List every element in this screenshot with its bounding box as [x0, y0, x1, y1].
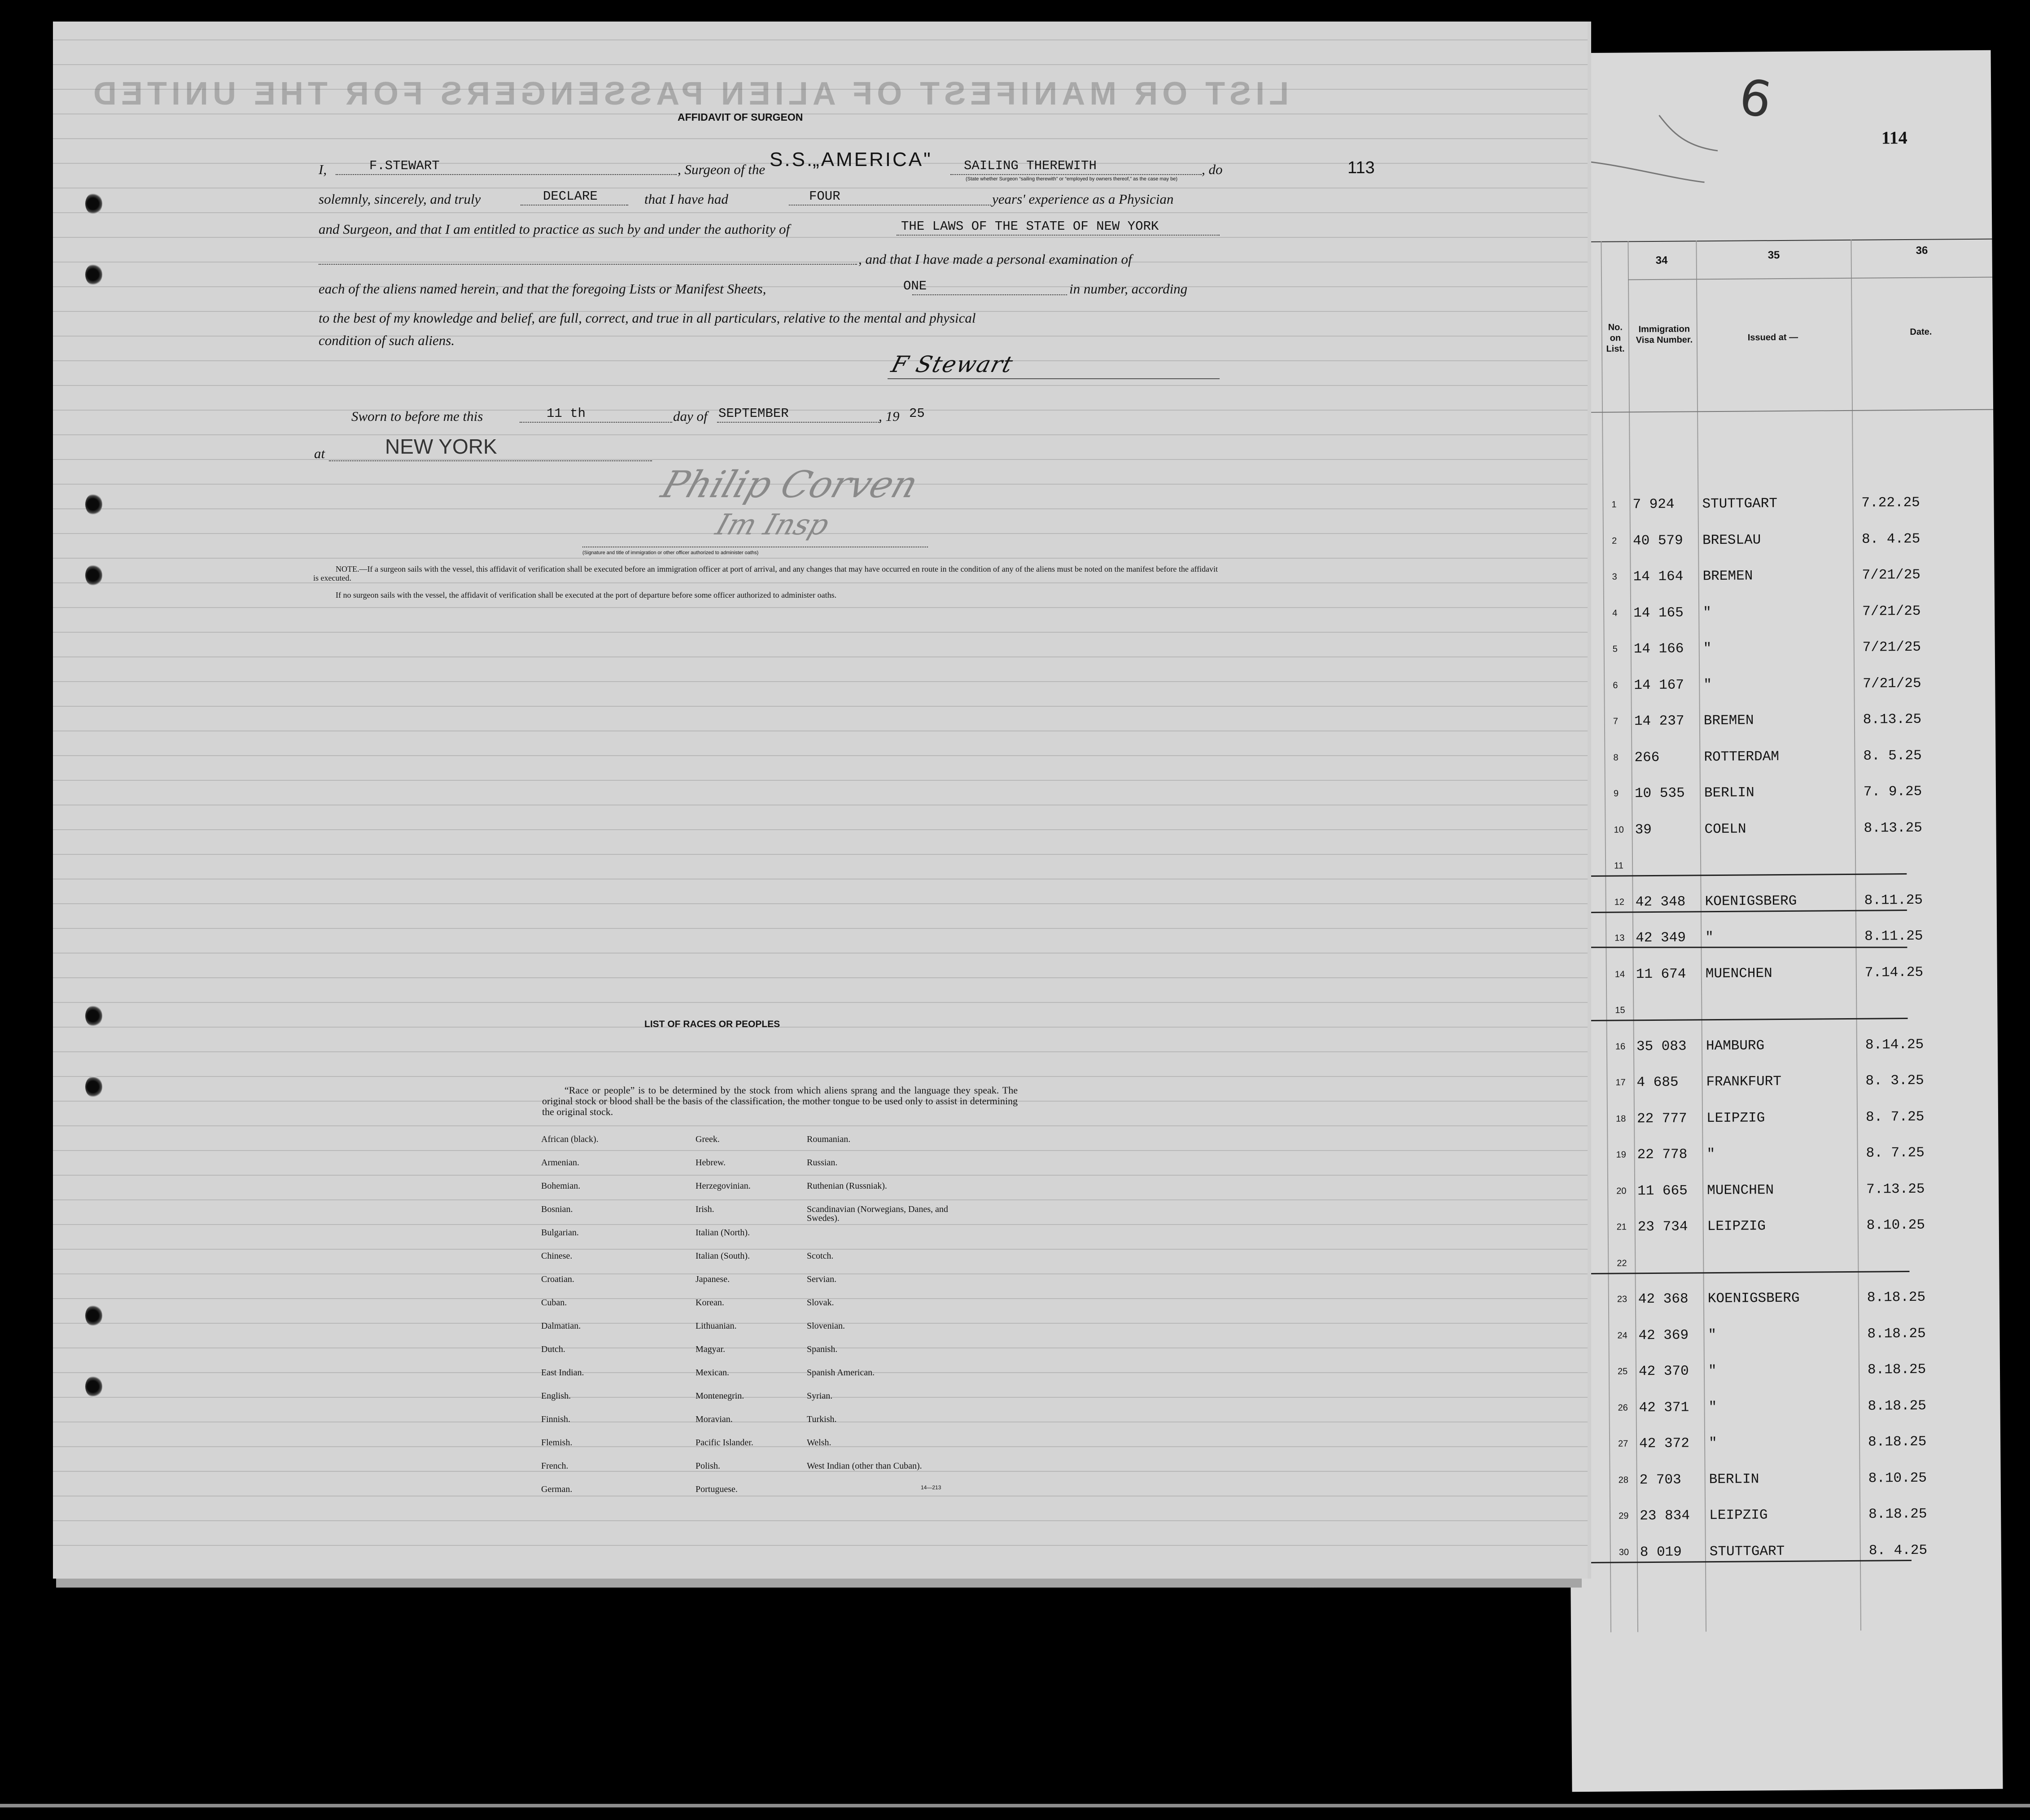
list-number: 7 [1613, 716, 1619, 726]
affidavit-note [313, 564, 1220, 582]
race-item: Russian. [807, 1158, 838, 1168]
blank-line [897, 235, 1220, 236]
text: I, [319, 162, 327, 177]
issued-at: FRANKFURT [1706, 1074, 1782, 1090]
list-number: 2 [1611, 536, 1617, 546]
list-number: 15 [1615, 1005, 1625, 1015]
header-rule [1628, 277, 1992, 280]
races-column-1 [541, 1135, 689, 1508]
visa-number: 23 734 [1637, 1219, 1688, 1235]
race-item: West Indian (other than Cuban). [807, 1461, 922, 1471]
visa-date: 7/21/25 [1863, 675, 1921, 692]
ruled-line [53, 607, 1588, 608]
ruled-line [53, 928, 1588, 929]
visa-number: 14 164 [1633, 569, 1684, 585]
visa-date: 7/21/25 [1862, 567, 1921, 583]
blank-line [950, 174, 1202, 175]
list-number: 3 [1612, 572, 1617, 582]
issued-at: " [1705, 930, 1714, 946]
manifest-page [1560, 50, 2003, 1792]
race-item: Italian (North). [696, 1228, 750, 1238]
visa-number: 40 579 [1632, 533, 1683, 549]
visa-number: 35 083 [1636, 1038, 1687, 1054]
text: solemnly, sincerely, and truly [319, 191, 481, 207]
race-item: Moravian. [696, 1414, 733, 1424]
ruled-line [53, 977, 1588, 978]
text: day of [673, 408, 708, 424]
sheets-value: ONE [903, 279, 927, 293]
ruled-line [53, 903, 1588, 904]
official-caption: (Signature and title of immigration or other officer authorized to administer oaths) [582, 550, 759, 556]
visa-date: 8. 3.25 [1865, 1072, 1924, 1089]
visa-date: 8. 7.25 [1866, 1145, 1925, 1161]
visa-date: 8. 5.25 [1863, 748, 1922, 764]
visa-date: 8.14.25 [1865, 1037, 1924, 1053]
races-intro [542, 1085, 1018, 1117]
place: NEW YORK [385, 435, 497, 458]
issued-at: BREMEN [1702, 568, 1753, 585]
sworn-month: SEPTEMBER [718, 406, 789, 421]
note-lead: NOTE. [336, 564, 359, 573]
race-item: Slovak. [807, 1298, 834, 1308]
surgeon-signature: F Stewart [888, 351, 1016, 377]
ruled-line [53, 656, 1588, 657]
list-number: 27 [1618, 1439, 1628, 1449]
blank-line [520, 422, 672, 423]
declare-word: DECLARE [543, 189, 598, 204]
issued-at: " [1703, 677, 1712, 693]
ruled-line [53, 237, 1588, 238]
note-text: If no surgeon sails with the vessel, the affidavit of verification shall be executed at the port of departure before some officer authorized to administer oaths. [336, 591, 837, 599]
race-item: East Indian. [541, 1368, 584, 1378]
blank-line [789, 205, 991, 206]
list-number: 29 [1619, 1511, 1629, 1521]
note-text: —If a surgeon sails with the vessel, this affidavit of verification shall be executed before an immigration officer at port of arrival, and any changes that may have occurred en route in the condition of any of the aliens must be noted on the manifest before the affidavit is executed. [313, 564, 1218, 582]
blank-line [329, 460, 652, 461]
race-item: Bulgarian. [541, 1228, 579, 1238]
ruled-line [53, 582, 1588, 583]
ruled-line [53, 755, 1588, 756]
ruled-line [53, 1125, 1588, 1126]
column-number: 36 [1916, 244, 1928, 257]
header-visa-number: Immigration Visa Number. [1636, 324, 1693, 346]
visa-date: 7.22.25 [1861, 494, 1920, 511]
visa-date: 8.13.25 [1864, 820, 1922, 836]
races-form-number: 14—213 [921, 1484, 941, 1491]
years-value: FOUR [809, 189, 840, 204]
visa-date: 8.11.25 [1864, 928, 1923, 945]
visa-date: 8.10.25 [1868, 1470, 1927, 1487]
race-item: Irish. [696, 1204, 714, 1214]
race-item: African (black). [541, 1134, 599, 1144]
issued-at: LEIPZIG [1706, 1110, 1765, 1126]
race-item: Croatian. [541, 1274, 574, 1284]
visa-date: 7.14.25 [1864, 964, 1924, 981]
header-issued-at: Issued at — [1747, 332, 1798, 343]
authority: THE LAWS OF THE STATE OF NEW YORK [901, 219, 1159, 234]
visa-date: 8.18.25 [1868, 1506, 1927, 1522]
text: Sworn to before me this [351, 408, 483, 424]
issued-at: " [1709, 1435, 1717, 1452]
races-title: LIST OF RACES OR PEOPLES [644, 1019, 780, 1029]
ruled-line [53, 953, 1588, 954]
page-number: 113 [1348, 158, 1375, 177]
ruled-line [53, 1051, 1588, 1052]
visa-number: 11 674 [1636, 966, 1686, 982]
visa-number: 4 685 [1636, 1074, 1679, 1091]
race-item: Japanese. [696, 1274, 730, 1284]
ruled-line [53, 459, 1588, 460]
visa-number: 42 348 [1635, 893, 1686, 910]
ruled-line [53, 138, 1588, 139]
list-number: 22 [1617, 1258, 1627, 1269]
list-number: 1 [1611, 499, 1617, 510]
official-signature: Philip Corven [656, 464, 923, 506]
issued-at: " [1703, 604, 1711, 621]
race-item: Chinese. [541, 1251, 573, 1261]
signature-line [888, 378, 1220, 379]
race-item: Ruthenian (Russniak). [807, 1181, 887, 1191]
page-number: 114 [1881, 127, 1908, 148]
text: years' experience as a Physician [992, 191, 1174, 207]
visa-number: 266 [1634, 749, 1660, 766]
header-no-on-list: No. on List. [1606, 322, 1625, 354]
ruled-line [53, 706, 1588, 707]
ruled-line [53, 558, 1588, 559]
list-number: 19 [1616, 1150, 1626, 1160]
visa-date: 7/21/25 [1862, 603, 1921, 620]
column-number: 35 [1768, 249, 1780, 262]
list-number: 4 [1612, 608, 1618, 618]
ruled-line [53, 360, 1588, 361]
pencil-mark: 6 [1735, 67, 1776, 130]
text: condition of such aliens. [319, 332, 455, 348]
race-item: Bosnian. [541, 1204, 573, 1214]
race-item: Armenian. [541, 1158, 579, 1168]
races-intro-text: “Race or people” is to be determined by the stock from which aliens sprang and the language they speak. The original stock or blood shall be the basis of the classification, the mother tongue to be used only to assist in determining the original stock. [542, 1085, 1018, 1117]
ruled-line [53, 39, 1588, 40]
visa-date: 7/21/25 [1862, 639, 1921, 656]
race-item: Spanish American. [807, 1368, 875, 1378]
visa-date: 8.10.25 [1866, 1217, 1925, 1234]
visa-date: 8. 4.25 [1861, 531, 1921, 547]
list-number: 28 [1618, 1474, 1629, 1485]
issued-at: KOENIGSBERG [1707, 1290, 1800, 1307]
list-number: 13 [1614, 933, 1625, 943]
issued-at: LEIPZIG [1709, 1507, 1768, 1524]
visa-date: 8. 4.25 [1868, 1542, 1928, 1559]
issued-at: STUTTGART [1702, 496, 1778, 512]
text: and Surgeon, and that I am entitled to practice as such by and under the authority of [319, 221, 790, 237]
page-shadow [56, 1579, 1582, 1588]
text: , Surgeon of the [678, 162, 766, 177]
punch-hole [85, 494, 102, 515]
sailing-status: SAILING THEREWITH [964, 158, 1097, 173]
ruled-line [53, 1027, 1588, 1028]
affidavit-title: AFFIDAVIT OF SURGEON [678, 111, 803, 123]
visa-number: 11 665 [1637, 1182, 1688, 1199]
issued-at: COELN [1704, 821, 1746, 837]
text: , and that I have made a personal examination of [858, 251, 1132, 267]
col-divider [1601, 241, 1611, 1632]
visa-number: 42 371 [1639, 1399, 1689, 1416]
race-item: Hebrew. [696, 1158, 726, 1168]
issued-at: " [1706, 1146, 1715, 1163]
visa-date: 8.18.25 [1868, 1398, 1926, 1414]
issued-at: ROTTERDAM [1704, 748, 1780, 765]
race-item: Welsh. [807, 1438, 831, 1448]
bottom-edge [0, 1804, 2030, 1807]
visa-date: 8.18.25 [1867, 1326, 1926, 1342]
visa-date: 8.18.25 [1867, 1361, 1926, 1378]
visa-number: 14 167 [1634, 677, 1684, 693]
visa-date: 8.13.25 [1863, 711, 1922, 728]
race-item: Lithuanian. [696, 1321, 737, 1331]
pencil-scribble-icon [1569, 106, 1740, 188]
list-number: 8 [1613, 752, 1619, 763]
race-item: Servian. [807, 1274, 837, 1284]
affidavit-page [53, 22, 1591, 1579]
visa-number: 10 535 [1634, 785, 1685, 802]
issued-at: " [1708, 1327, 1717, 1343]
visa-number: 8 019 [1640, 1544, 1682, 1560]
list-number: 14 [1614, 969, 1625, 980]
visa-date: 7.13.25 [1866, 1181, 1925, 1198]
visa-number: 7 924 [1632, 496, 1675, 513]
visa-number: 22 778 [1637, 1146, 1688, 1163]
ruled-line [53, 829, 1588, 830]
ruled-line [53, 681, 1588, 682]
issued-at: KOENIGSBERG [1705, 893, 1797, 910]
sailing-note: (State whether Surgeon “sailing therewith” or “employed by owners thereof,” as the case may be) [965, 176, 1177, 182]
list-number: 21 [1616, 1222, 1627, 1232]
ruled-line [53, 410, 1588, 411]
races-column-3 [807, 1135, 955, 1485]
race-item: Dutch. [541, 1344, 565, 1354]
surgeon-name: F.STEWART [369, 158, 440, 173]
race-item: Mexican. [696, 1368, 729, 1378]
race-item: Syrian. [807, 1391, 833, 1401]
list-number: 30 [1619, 1547, 1629, 1558]
list-number: 26 [1618, 1402, 1628, 1413]
race-item: Portuguese. [696, 1484, 738, 1494]
blank-line [912, 294, 1067, 295]
race-item: German. [541, 1484, 573, 1494]
blank-line [717, 422, 881, 423]
visa-number: 23 834 [1640, 1508, 1690, 1524]
text: in number, according [1069, 281, 1188, 297]
issued-at: STUTTGART [1709, 1543, 1785, 1560]
punch-hole [85, 1005, 102, 1027]
issued-at: BREMEN [1703, 713, 1754, 729]
list-number: 25 [1617, 1366, 1628, 1377]
table-top-rule [1561, 239, 1992, 243]
visa-number: 2 703 [1639, 1472, 1681, 1488]
race-item: Turkish. [807, 1414, 837, 1424]
ruled-line [53, 1520, 1588, 1521]
list-number: 6 [1613, 680, 1618, 691]
visa-number: 39 [1635, 822, 1652, 838]
issued-at: MUENCHEN [1707, 1182, 1774, 1199]
ruled-line [53, 780, 1588, 781]
header-bottom-rule [1562, 409, 1993, 413]
issued-at: MUENCHEN [1705, 965, 1772, 982]
issued-at: " [1708, 1399, 1717, 1415]
strike-through-line [1566, 947, 1907, 948]
race-item: English. [541, 1391, 571, 1401]
text: , do [1202, 162, 1223, 177]
ruled-line [53, 286, 1588, 287]
ruled-line [53, 1545, 1588, 1546]
punch-hole [85, 564, 102, 586]
race-item: Magyar. [696, 1344, 726, 1354]
race-item: Roumanian. [807, 1134, 851, 1144]
list-number: 17 [1615, 1077, 1626, 1088]
issued-at: LEIPZIG [1707, 1218, 1766, 1235]
ship-prefix: S.S. [770, 149, 814, 171]
header-date: Date. [1910, 327, 1932, 337]
punch-hole [85, 264, 102, 285]
visa-number: 42 349 [1636, 930, 1686, 946]
race-item: Dalmatian. [541, 1321, 581, 1331]
race-item: Flemish. [541, 1438, 573, 1448]
race-item: Italian (South). [696, 1251, 750, 1261]
visa-number: 14 165 [1633, 605, 1684, 621]
race-item: Finnish. [541, 1414, 571, 1424]
race-item: French. [541, 1461, 569, 1471]
col-divider [1851, 240, 1861, 1631]
visa-number: 42 368 [1638, 1291, 1689, 1308]
list-number: 5 [1612, 644, 1618, 654]
ruled-line [53, 1076, 1588, 1077]
race-item: Polish. [696, 1461, 721, 1471]
issued-at: BERLIN [1704, 785, 1754, 801]
visa-number: 14 166 [1633, 641, 1684, 657]
visa-date: 8.18.25 [1867, 1289, 1926, 1306]
ruled-line [53, 336, 1588, 337]
visa-number: 42 372 [1639, 1435, 1689, 1452]
visa-number: 22 777 [1636, 1110, 1687, 1127]
blank-line [336, 174, 677, 175]
punch-hole [85, 1076, 102, 1098]
race-item: Spanish. [807, 1344, 838, 1354]
list-number: 10 [1614, 824, 1624, 835]
ruled-line [53, 632, 1588, 633]
visa-number: 42 370 [1638, 1363, 1689, 1380]
race-item: Pacific Islander. [696, 1438, 753, 1448]
official-title: Im Insp [711, 508, 833, 542]
ghost-header: LIST OR MANIFEST OF ALIEN PASSENGERS FOR THE UNITED [89, 76, 1289, 112]
list-number: 9 [1613, 788, 1619, 799]
ruled-line [53, 64, 1588, 65]
visa-date: 8.18.25 [1868, 1434, 1927, 1450]
issued-at: " [1708, 1363, 1717, 1379]
issued-at: " [1703, 641, 1712, 657]
issued-at: HAMBURG [1706, 1037, 1765, 1054]
column-number: 34 [1655, 254, 1668, 267]
race-item: Greek. [696, 1134, 720, 1144]
race-item: Slovenian. [807, 1321, 845, 1331]
list-number: 11 [1614, 861, 1623, 871]
list-number: 23 [1617, 1294, 1628, 1304]
visa-date: 8. 7.25 [1865, 1109, 1925, 1125]
visa-number: 14 237 [1634, 713, 1684, 730]
punch-hole [85, 1376, 102, 1397]
text: to the best of my knowledge and belief, are full, correct, and true in all particulars, relative to the mental and physical [319, 310, 976, 326]
issued-at: BERLIN [1709, 1471, 1759, 1488]
list-number: 20 [1616, 1186, 1627, 1196]
race-item: Korean. [696, 1298, 724, 1308]
text: each of the aliens named herein, and that the foregoing Lists or Manifest Sheets, [319, 281, 766, 297]
ruled-line [53, 1002, 1588, 1003]
race-item: Bohemian. [541, 1181, 581, 1191]
text: at [314, 446, 325, 461]
list-number: 24 [1617, 1330, 1628, 1341]
race-item: Herzegovinian. [696, 1181, 751, 1191]
punch-hole [85, 1305, 102, 1326]
ruled-line [53, 212, 1588, 213]
ship-name: „AMERICA" [813, 149, 932, 171]
ruled-line [53, 434, 1588, 435]
visa-date: 7. 9.25 [1863, 783, 1922, 800]
text: that I have had [644, 191, 728, 207]
race-item: Scandinavian (Norwegians, Danes, and Swedes). [807, 1204, 950, 1223]
blank-line [319, 264, 857, 265]
affidavit-note-2 [336, 591, 1220, 599]
list-number: 16 [1615, 1041, 1626, 1052]
issued-at: BRESLAU [1702, 532, 1761, 548]
ruled-line [53, 854, 1588, 855]
race-item: Cuban. [541, 1298, 567, 1308]
list-number: 18 [1615, 1113, 1626, 1124]
visa-date: 8.11.25 [1864, 892, 1923, 909]
ruled-line [53, 385, 1588, 386]
list-number: 12 [1614, 897, 1625, 907]
punch-hole [85, 193, 102, 214]
race-item: Montenegrin. [696, 1391, 744, 1401]
sworn-day: 11 th [547, 406, 586, 421]
sworn-year: 25 [909, 406, 925, 421]
visa-number: 42 369 [1638, 1327, 1689, 1343]
race-item: Scotch. [807, 1251, 834, 1261]
text: , 19 [879, 408, 900, 424]
blank-line [521, 205, 628, 206]
